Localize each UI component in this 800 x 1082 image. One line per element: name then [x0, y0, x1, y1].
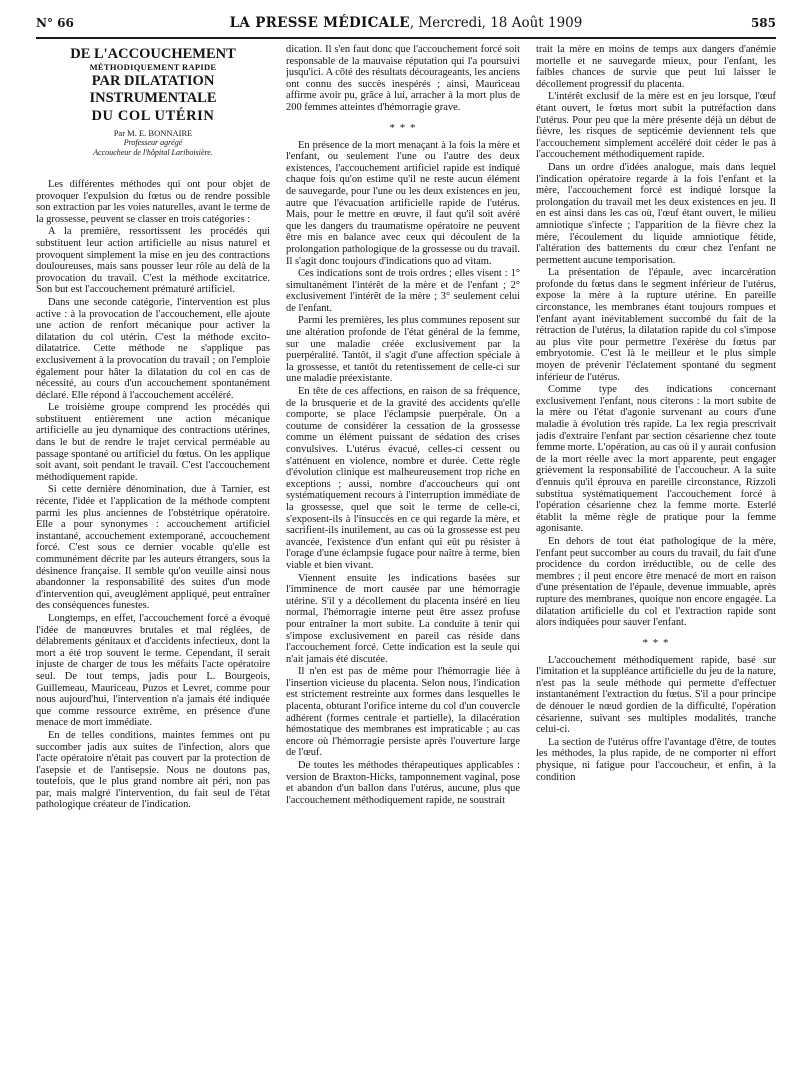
journal-page [36, 14, 776, 1078]
paragraph: En tête de ces affections, en raison de sa fréquence, de la brusquerie et de la gravité des accidents qu'elle comporte, se place l'éclampsie puerpérale. On a coutume de considérer la cessation de la grossesse comme un élément puissant de sédation des crises convulsives. L'utérus évacué, celles-ci cessent ou s'atténuent en violence, nombre et durée. Cette règle d'évolution clinique est malheureusement trop riche en exceptions ; aussi, nombre d'accoucheurs qui ont systématiquement recours à l'interruption immédiate de la grossesse, quel que soit le terme de celle-ci, s'exposent-ils à l'insuccès en ce qui regarde la mère, et sacrifient-ils inutilement, au cas où la grossesse est peu avancée, l'existence d'un enfant qui eût pu résister à l'orage d'une éclampsie fugace pour naître à terme, bien viable et bien vivant. [286, 386, 520, 571]
paragraph: Dans une seconde catégorie, l'intervention est plus active : à la provocation de l'accouchement, elle ajoute une action de renfort mécanique pour activer la dilatation du col utérin. C'est la méthode excito-dilatatrice. Cette méthode ne s'applique pas exclusivement à la provocation du travail ; on l'emploie également pour hâter la dilatation du col en cas de nécessité, au cours d'un accouchement spontanément déclaré. Elle répond à l'accouchement accéléré. [36, 296, 270, 401]
paragraph: Il n'en est pas de même pour l'hémorragie liée à l'insertion vicieuse du placenta. Selon nous, l'indication est strictement restreinte aux formes dans lesquelles le placenta, obturant l'orifice interne du col d'un couvercle adhérent (formes centrale et partielle), la dilacération hémostatique des membranes est impraticable ; au cas encore où l'hémorragie persiste après l'ouverture large de l'œuf. [286, 666, 520, 759]
author-affiliation: Accoucheur de l'hôpital Lariboisière. [93, 147, 213, 157]
journal-name: LA PRESSE MÉDICALE [229, 15, 410, 31]
paragraph: Si cette dernière dénomination, due à Tarnier, est récente, l'idée et l'application de la méthode comptent parmi les plus anciennes de l'obstétrique opératoire. Elle a pour synonymes : accouchement artificiel instantané, accouchement extemporané, accouchement forcé. C'est sous ce dernier vocable qu'elle est communément décrite par les auteurs étrangers, sous la désinence française. Il semble qu'on veuille ainsi nous abandonner la responsabilité des suites d'un mode d'intervention qui, aveuglément appliqué, peut entraîner des conséquences funestes. [36, 484, 270, 612]
article-title-line2: MÉTHODIQUEMENT RAPIDE [89, 62, 217, 72]
paragraph: A la première, ressortissent les procédés qui substituent leur action artificielle au nisus naturel et provoquent simplement la mise en jeu des contractions douloureuses, mais sans pousser leur rôle au delà de la provocation du travail. C'est la méthode excitatrice. Son but est l'accouchement prématuré artificiel. [36, 226, 270, 296]
paragraph: La section de l'utérus offre l'avantage d'être, de toutes les méthodes, la plus rapide, de ne comporter ni effort physique, ni fatigue pour l'accoucheur, et enfin, à la condition [536, 736, 776, 783]
running-header [36, 14, 776, 36]
paragraph: dication. Il s'en faut donc que l'accouchement forcé soit responsable de la mauvaise réputation qui l'a poursuivi jusqu'ici. A côté des résultats décourageants, les anciens ont connu des succès inespérés ; ainsi, Mauriceau affirme avoir pu, grâce à lui, arracher à la mort plus de 200 femmes atteintes d'hémorragie grave. [286, 44, 520, 113]
paragraph: trait la mère en moins de temps aux dangers d'anémie mortelle et ne sauvegarde mieux, pour l'enfant, les faibles chances de survie que peut lui laisser le décollement progressif du placenta. [536, 44, 776, 90]
article-title-line4: DU COL UTÉRIN [91, 108, 215, 124]
paragraph: Viennent ensuite les indications basées sur l'imminence de mort causée par une hémorragie utérine. S'il y a décollement du placenta inséré en lieu normal, l'hémorragie interne peut être assez profuse pour entraîner la mort subite. La conduite à tenir qui s'impose exclusivement en pareil cas réside dans l'accouchement forcé. Cette indication est la seule qui n'ait jamais été discutée. [286, 572, 520, 665]
column-2 [286, 44, 520, 1078]
issue-date: , Mercredi, 18 Août 1909 [409, 15, 583, 31]
column-1 [36, 44, 270, 1078]
paragraph: Les différentes méthodes qui ont pour objet de provoquer l'expulsion du fœtus ou de rendre possible son extraction par les voies naturelles, avant le terme de la grossesse, peuvent se classer en trois catégories : [36, 179, 270, 225]
header-rule [36, 37, 776, 39]
paragraph: En de telles conditions, maintes femmes ont pu succomber jadis aux suites de l'infection, alors que l'acte opératoire n'était pas couvert par la protection de l'asepsie et de l'antisepsie. Nous ne doutons pas, toutefois, que le plus grand nombre ait péri, non pas par, mais malgré l'intervention, du fait seul de l'état pathologique créateur de l'indication. [36, 729, 270, 811]
paragraph: La présentation de l'épaule, avec incarcération profonde du fœtus dans le segment inférieur de l'utérus, expose la mère à la rupture utérine. En pareille circonstance, les membranes étant toujours rompues et l'enfant ayant inévitablement succombé du fait de la rétraction de l'utérus, la dilatation rapide du col s'impose au plus vite pour permettre l'exérèse du fœtus par embryotomie. C'est là le meilleur et le plus simple moyen de prévenir l'éclatement spontané du segment inférieur de l'utérus. [536, 267, 776, 383]
paragraph: Ces indications sont de trois ordres ; elles visent : 1° simultanément l'intérêt de la mère et de l'enfant ; 2° exclusivement l'intérêt de la mère ; 3° seulement celui de l'enfant. [286, 268, 520, 314]
section-separator: * * * [642, 636, 670, 649]
paragraph: Dans un ordre d'idées analogue, mais dans lequel l'indication opératoire regarde à la fois l'enfant et la mère, l'accouchement forcé est indiqué lorsque la prolongation du travail met les deux existences en jeu. Il en est ainsi dans les cas où, l'œuf étant ouvert, le milieu amniotique s'infecte ; l'apparition de la fièvre chez la mère, l'écoulement du liquide amniotique fétide, l'altération des battements du cœur chez l'enfant ne permettent aucune temporisation. [536, 161, 776, 266]
paragraph: Comme type des indications concernant exclusivement l'enfant, nous citerons : la mort subite de la mère ou l'état d'agonie survenant au cours d'une maladie à évolution très rapide. La lex regia prescrivait jadis d'extraire l'enfant par section césarienne chez toute femme morte. L'opération, au cas où il y aurait confusion de la mort réelle avec la mort apparente, peut engager grièvement la responsabilité de l'accoucheur. A la suite d'ennuis qu'il éprouva en pareille circonstance, Rizzoli substitua systématiquement l'accouchement forcé à l'opération césarienne chez la femme morte. Esterlé établit la même règle de pratique pour la femme agonisante. [536, 384, 776, 535]
paragraph: Longtemps, en effet, l'accouchement forcé a évoqué l'idée de manœuvres brutales et mal réglées, de délabrements génitaux et d'accidents infectieux, dont la mort a été trop souvent le terme. Cependant, il serait injuste de charger de tous les méfaits l'acte opératoire seul. De tout temps, jadis pour L. Bourgeois, Guillemeau, Mauriceau, Puzos et Levret, comme pour nous aujourd'hui, l'intervention n'a jamais été indiquée que comme ressource extrême, en présence d'une menace de mort immédiate. [36, 612, 270, 729]
paragraph: L'accouchement méthodiquement rapide, basé sur l'imitation et la suppléance artificielle du jeu de la nature, n'est pas la seule méthode qui permette d'effectuer instantanément l'extraction du fœtus. S'il a pour principe de dénouer le nœud gordien de la difficulté, l'opération césarienne, suivant ses multiples modalités, tranche celui-ci. [536, 654, 776, 736]
paragraph: En dehors de tout état pathologique de la mère, l'enfant peut succomber au cours du travail, du fait d'une procidence du cordon irréductible, ou de celle des membres ; il peut encore être menacé de mort en raison d'une présentation de l'épaule, devenue immuable, après rupture des membranes, quoique non encore engagée. La dilatation artificielle du col et l'extraction rapide sont alors indiquées pour sauver l'enfant. [536, 535, 776, 629]
article-title-line3: PAR DILATATION INSTRUMENTALE [89, 73, 217, 106]
paragraph: L'intérêt exclusif de la mère est en jeu lorsque, l'œuf étant ouvert, le fœtus mort subit la putréfaction dans l'utérus. Pour peu que la mère présente déjà un début de fièvre, les risques de septicémie deviennent tels que l'accouchement simplement accéléré doit céder le pas à l'accouchement méthodiquement rapide. [536, 91, 776, 161]
issue-number: N° 66 [36, 16, 74, 30]
paragraph: Parmi les premières, les plus communes reposent sur une altération profonde de l'état général de la femme, sur une maladie créée exclusivement par la puerpéralité. Tantôt, il s'agit d'une affection spéciale à la grossesse, et tantôt du retentissement de celle-ci sur une maladie préexistante. [286, 315, 520, 385]
section-separator: * * * [389, 121, 417, 134]
journal-title-line [36, 15, 776, 31]
paragraph: En présence de la mort menaçant à la fois la mère et l'enfant, ou seulement l'une ou l'autre des deux existences, l'accouchement artificiel rapide est indiqué chaque fois qu'on estime qu'il ne reste aucun élément de sauvegarde, pour l'une ou les deux existences en jeu, autre que l'évacuation artificielle rapide de l'utérus. Mais, pour le mettre en œuvre, il faut qu'il soit avéré que les dangers du traumatisme opératoire ne peuvent être mis en balance avec ceux qui découlent de la prolongation pathologique de la grossesse ou du travail. Il s'agit donc toujours d'indications quo ad vitam. [286, 139, 520, 267]
article-heading [36, 46, 270, 157]
article-title-line1: DE L'ACCOUCHEMENT [70, 46, 236, 62]
author-role: Professeur agrégé [123, 138, 183, 147]
paragraph: Le troisième groupe comprend les procédés qui substituent entièrement une action mécanique artificielle au jeu dynamique des contractions utérines, dans le but de rendre le trajet cervical perméable au passage spontané ou artificiel du fœtus. On les applique soit avant, soit pendant le travail. C'est l'accouchement méthodiquement rapide. [36, 402, 270, 483]
paragraph: De toutes les méthodes thérapeutiques applicables : version de Braxton-Hicks, tamponnement vaginal, pose et abandon d'un ballon dans l'utérus, aucune, plus que l'accouchement méthodiquement rapide, ne soustrait [286, 760, 520, 806]
article-author: Par M. E. BONNAIRE [113, 128, 193, 138]
column-3 [536, 44, 776, 1078]
page-number: 585 [750, 16, 776, 30]
